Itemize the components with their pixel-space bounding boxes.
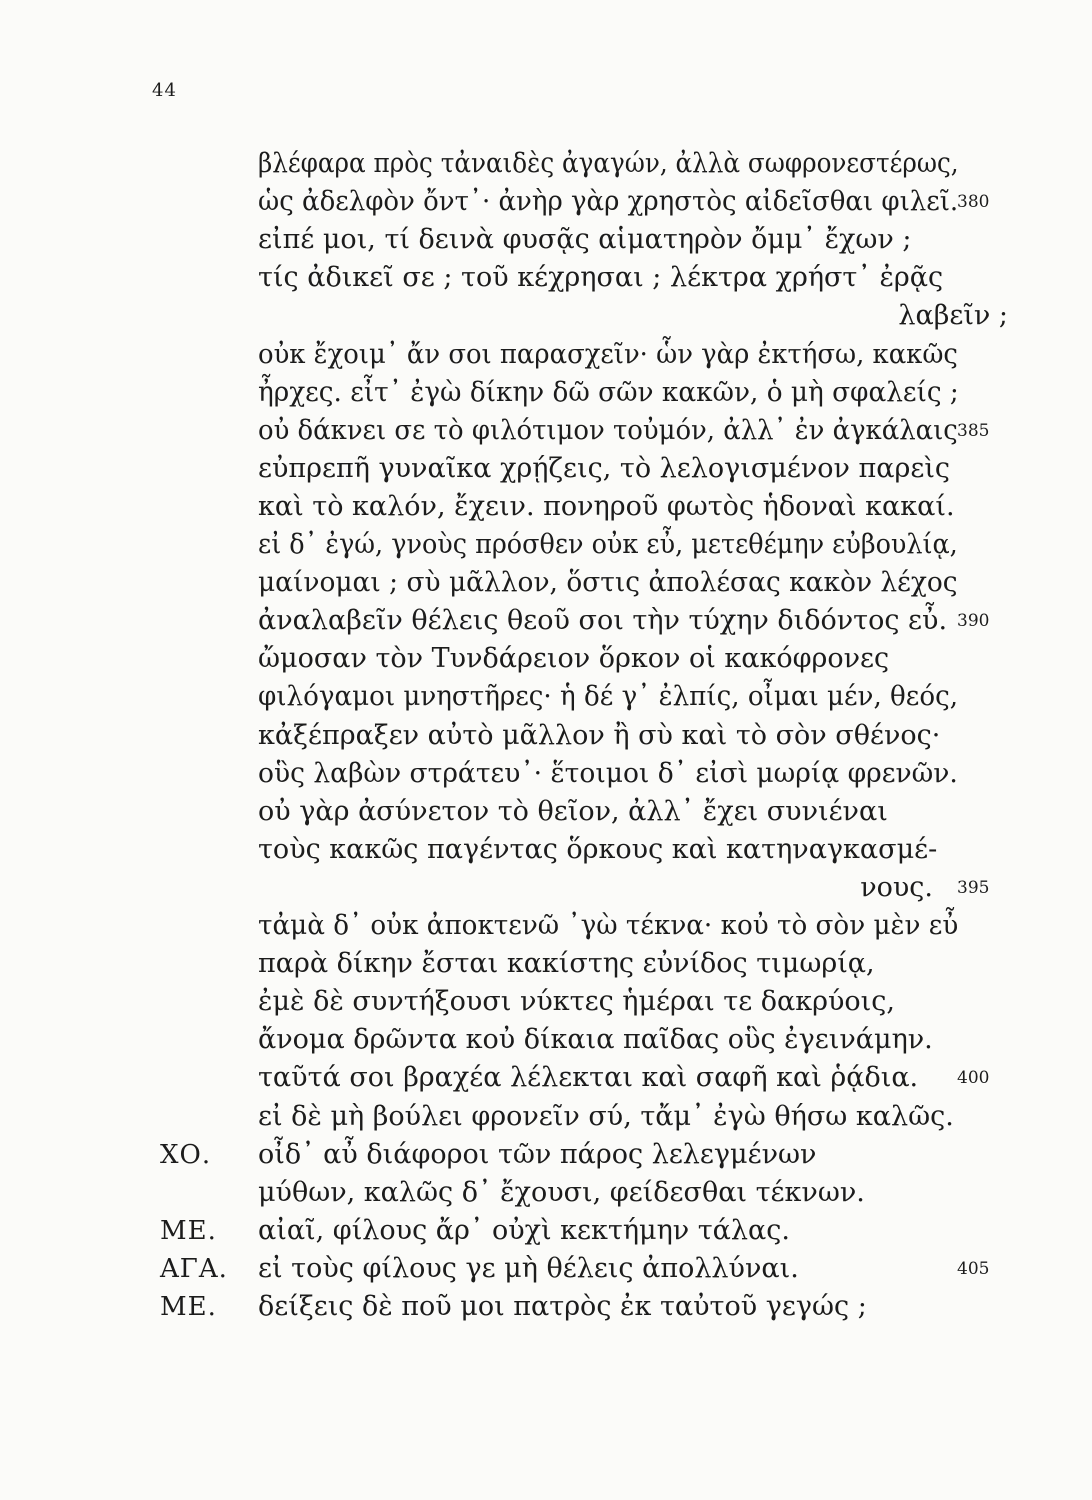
verse-line <box>258 908 1008 944</box>
verse-text: εἰπέ μοι, τί δεινὰ φυσᾷς αἱματηρὸν ὄμμ᾽ ἔχων ; <box>258 224 912 255</box>
verse-text: τοὺς κακῶς παγέντας ὅρκους καὶ κατηναγκασμέ- <box>258 834 938 865</box>
verse-line <box>258 1137 1008 1173</box>
verse-text: καὶ τὸ καλόν, ἔχειν. πονηροῦ φωτὸς ἡδοναὶ κακαί. <box>258 491 955 522</box>
verse-line <box>258 603 1008 639</box>
verse-text: νους. <box>860 872 933 903</box>
page-number: 44 <box>152 80 177 101</box>
verse-text: ἄνομα δρῶντα κοὐ δίκαια παῖδας οὓς ἐγεινάμην. <box>258 1024 933 1055</box>
verse-text: οἶδ᾽ αὖ διάφοροι τῶν πάρος λελεγμένων <box>258 1139 817 1170</box>
verse-text: ἦρχες. εἶτ᾽ ἐγὼ δίκην δῶ σῶν κακῶν, ὁ μὴ σφαλείς ; <box>258 377 959 408</box>
speaker-label: ΑΓΑ. <box>160 1254 228 1284</box>
speaker-label: ΧΟ. <box>160 1140 212 1170</box>
verse-line <box>258 184 1008 220</box>
verse-text: δείξεις δὲ ποῦ μοι πατρὸς ἐκ ταὐτοῦ γεγώς ; <box>258 1291 867 1322</box>
verse-text: οὐ γὰρ ἀσύνετον τὸ θεῖον, ἀλλ᾽ ἔχει συνιέναι <box>258 796 888 827</box>
verse-text: ταῦτά σοι βραχέα λέλεκται καὶ σαφῆ καὶ ῥᾴδια. <box>258 1062 919 1093</box>
verse-line <box>258 1213 1008 1249</box>
verse-line <box>258 984 1008 1020</box>
verse-text: κἀξέπραξεν αὐτὸ μᾶλλον ἢ σὺ καὶ τὸ σὸν σθένος· <box>258 720 941 751</box>
verse-text: τίς ἀδικεῖ σε ; τοῦ κέχρησαι ; λέκτρα χρήστ᾽ ἐρᾷς <box>258 262 944 293</box>
verse-line <box>258 832 1008 868</box>
verse-text: μύθων, καλῶς δ᾽ ἔχουσι, φείδεσθαι τέκνων. <box>258 1177 865 1208</box>
verse-line <box>258 679 1008 715</box>
verse-line <box>258 489 1008 525</box>
verse-line <box>258 565 1008 601</box>
line-number: 405 <box>957 1259 990 1279</box>
verse-line <box>258 451 1008 487</box>
speaker-label: ΜΕ. <box>160 1292 217 1322</box>
verse-line <box>258 1060 1008 1096</box>
verse-text: εἰ τοὺς φίλους γε μὴ θέλεις ἀπολλύναι. <box>258 1253 799 1284</box>
verse-text: ὤμοσαν τὸν Τυνδάρειον ὅρκον οἱ κακόφρονες <box>258 643 890 674</box>
verse-text: φιλόγαμοι μνηστῆρες· ἡ δέ γ᾽ ἐλπίς, οἶμαι μέν, θεός, <box>258 681 959 712</box>
line-number: 380 <box>957 192 990 212</box>
verse-text: οὐκ ἔχοιμ᾽ ἄν σοι παρασχεῖν· ὧν γὰρ ἐκτήσω, κακῶς <box>258 339 958 370</box>
verse-line <box>258 1099 1008 1135</box>
verse-line <box>258 1022 1008 1058</box>
verse-line <box>258 1251 1008 1287</box>
verse-line <box>258 756 1008 792</box>
verse-text: εἰ δ᾽ ἐγώ, γνοὺς πρόσθεν οὐκ εὖ, μετεθέμην εὐβουλίᾳ, <box>258 529 958 560</box>
verse-line <box>258 337 1008 373</box>
speaker-label: ΜΕ. <box>160 1216 217 1246</box>
verse-text: τἀμὰ δ᾽ οὐκ ἀποκτενῶ ᾽γὼ τέκνα· κοὐ τὸ σὸν μὲν εὖ <box>258 910 959 941</box>
verse-line <box>258 298 1008 334</box>
verse-text: βλέφαρα πρὸς τἀναιδὲς ἀγαγών, ἀλλὰ σωφρονεστέρως, <box>258 148 959 179</box>
line-number: 385 <box>957 421 990 441</box>
verse-text: παρὰ δίκην ἔσται κακίστης εὐνίδος τιμωρίᾳ, <box>258 948 875 979</box>
verse-text: λαβεῖν ; <box>898 300 1008 331</box>
verse-line <box>258 946 1008 982</box>
verse-text: εἰ δὲ μὴ βούλει φρονεῖν σύ, τἄμ᾽ ἐγὼ θήσω καλῶς. <box>258 1101 954 1132</box>
verse-text: εὐπρεπῆ γυναῖκα χρῄζεις, τὸ λελογισμένον παρεὶς <box>258 453 951 484</box>
verse-line <box>258 260 1008 296</box>
line-number: 395 <box>957 878 990 898</box>
verse-line <box>258 794 1008 830</box>
verse-line <box>258 375 1008 411</box>
verse-line <box>258 527 1008 563</box>
verse-line <box>258 1289 1008 1325</box>
verse-line <box>258 870 1008 906</box>
verse-line <box>258 222 1008 258</box>
verse-text: αἰαῖ, φίλους ἄρ᾽ οὐχὶ κεκτήμην τάλας. <box>258 1215 790 1246</box>
verse-line <box>258 1175 1008 1211</box>
verse-line <box>258 146 1008 182</box>
line-number: 390 <box>957 611 990 631</box>
verse-line <box>258 413 1008 449</box>
verse-line <box>258 718 1008 754</box>
verse-line <box>258 641 1008 677</box>
verse-text: μαίνομαι ; σὺ μᾶλλον, ὅστις ἀπολέσας κακὸν λέχος <box>258 567 958 598</box>
verse-text: ἐμὲ δὲ συντήξουσι νύκτες ἡμέραι τε δακρύοις, <box>258 986 895 1017</box>
verse-text: ἀναλαβεῖν θέλεις θεοῦ σοι τὴν τύχην διδόντος εὖ. <box>258 605 948 636</box>
verse-text: ὡς ἀδελφὸν ὄντ᾽· ἀνὴρ γὰρ χρηστὸς αἰδεῖσθαι φιλεῖ. <box>258 186 959 217</box>
verse-text: οὐ δάκνει σε τὸ φιλότιμον τοὐμόν, ἀλλ᾽ ἐν ἀγκάλαις <box>258 415 958 446</box>
line-number: 400 <box>957 1068 990 1088</box>
verse-text: οὓς λαβὼν στράτευ᾽· ἕτοιμοι δ᾽ εἰσὶ μωρίᾳ φρενῶν. <box>258 758 958 789</box>
